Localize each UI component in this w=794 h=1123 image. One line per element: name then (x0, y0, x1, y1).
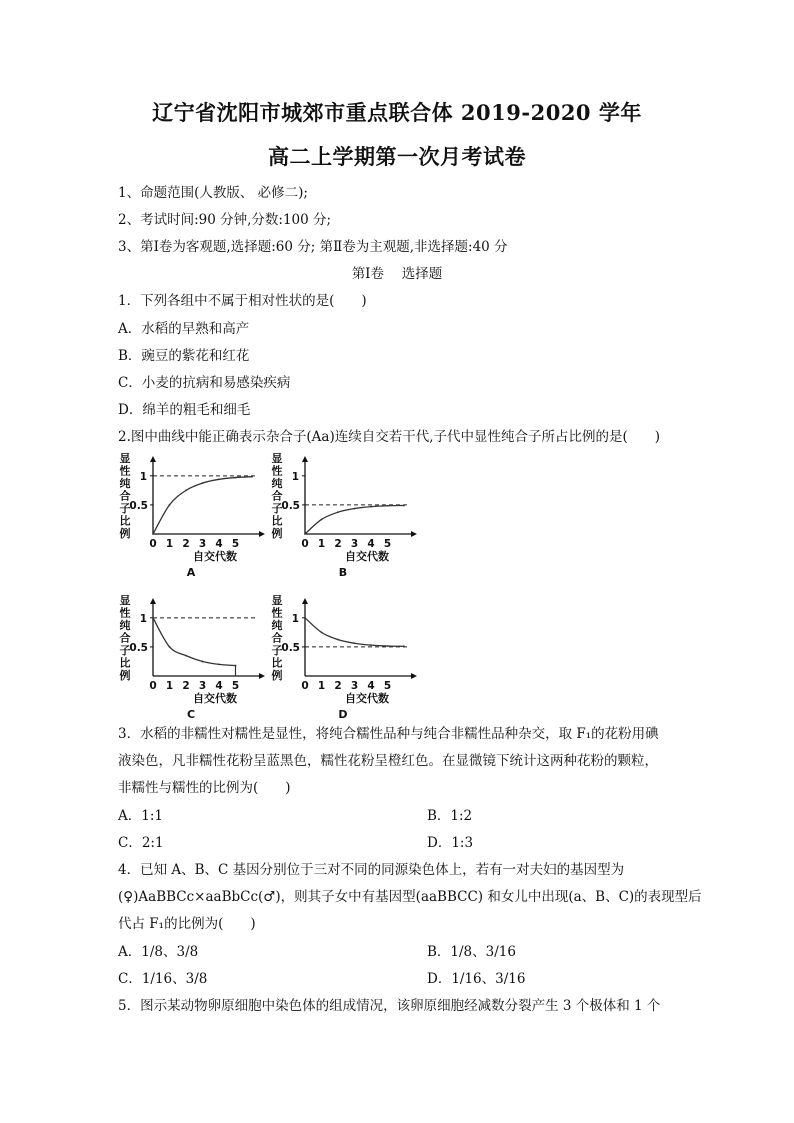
q1-option-a: A．水稻的早熟和高产 (118, 321, 250, 337)
ylabel-char-b: 合 (271, 489, 283, 503)
xtick-label-b: 4 (367, 538, 375, 550)
ylabel-char-c: 子 (119, 644, 131, 657)
panel-label-c: C (186, 708, 196, 718)
y-arrow-c (150, 598, 156, 604)
q4-option-b: B．1/8、3/16 (427, 944, 516, 960)
q1-stem: 1．下列各组中不属于相对性状的是( ) (118, 293, 367, 309)
x-arrow-c (259, 673, 265, 679)
data-point-d (403, 645, 405, 647)
data-point-a (235, 477, 237, 479)
ylabel-char-b: 显 (271, 452, 283, 465)
xtick-label-b: 0 (301, 538, 309, 550)
x-arrow-b (411, 531, 417, 537)
data-point-c (152, 617, 154, 619)
q1-option-c: C．小麦的抗病和易感染疾病 (118, 375, 291, 391)
data-point-d (354, 642, 356, 644)
ylabel-char-b: 性 (271, 464, 283, 478)
q4-line2: (♀)AaBBCc×aaBbCc(♂)，则其子女中有基因型(aaBBCC) 和女儿中出现(a、B、C)的表现型后 (118, 889, 702, 905)
q2-graphs (118, 448, 428, 718)
xtick-label-c: 2 (182, 680, 190, 692)
ylabel-char-d: 子 (271, 644, 283, 657)
q3-line3: 非糯性与糯性的比例为( ) (118, 780, 291, 796)
data-point-b (354, 508, 356, 510)
note-sections: 3、第Ⅰ卷为客观题,选择题:60 分; 第Ⅱ卷为主观题,非选择题:40 分 (118, 239, 508, 255)
exam-title-line1: 辽宁省沈阳市城郊市重点联合体 2019-2020 学年 (152, 100, 642, 125)
note-scope: 1、命题范围(人教版、 必修二); (118, 185, 308, 201)
xtick-label-b: 2 (334, 538, 342, 550)
ylabel-char-b: 例 (271, 527, 283, 540)
ylabel-char-b: 子 (271, 502, 283, 515)
xtick-label-a: 2 (182, 538, 190, 550)
xlabel-d: 自交代数 (345, 692, 389, 705)
ylabel-char-c: 纯 (119, 619, 131, 632)
xtick-label-b: 1 (317, 538, 326, 550)
data-point-a (251, 476, 253, 478)
ytick-label-1-a: 1 (139, 470, 147, 483)
ylabel-char-b: 纯 (271, 477, 283, 490)
panel-label-d: D (338, 708, 348, 718)
xtick-label-d: 5 (383, 680, 392, 692)
panel-label-b: B (338, 566, 348, 579)
xtick-label-c: 0 (149, 680, 157, 692)
ylabel-char-c: 性 (119, 606, 131, 620)
q4-line3: 代占 F₁的比例为( ) (118, 916, 256, 932)
xtick-label-d: 4 (367, 680, 375, 692)
ylabel-char-c: 显 (119, 594, 131, 607)
section-heading: 第Ⅰ卷 选择题 (351, 266, 443, 282)
ytick-label-05-c: 0.5 (129, 641, 148, 654)
data-point-c (185, 655, 187, 657)
ylabel-char-a: 显 (119, 452, 131, 465)
note-time: 2、考试时间:90 分钟,分数:100 分; (118, 212, 332, 228)
ylabel-char-c: 比 (119, 656, 131, 670)
ylabel-char-a: 子 (119, 502, 131, 515)
xtick-label-c: 4 (215, 680, 223, 692)
q3-line2: 液染色，凡非糯性花粉呈蓝黑色，糯性花粉呈橙红色。在显微镜下统计这两种花粉的颗粒， (118, 753, 658, 769)
q3-line1: 3．水稻的非糯性对糯性是显性，将纯合糯性品种与纯合非糯性品种杂交，取 F₁的花粉用碘 (118, 726, 659, 742)
ylabel-char-a: 纯 (119, 477, 131, 490)
y-arrow-d (302, 598, 308, 604)
q4-option-a: A．1/8、3/8 (118, 944, 199, 960)
xtick-label-a: 4 (215, 538, 223, 550)
xtick-label-b: 5 (383, 538, 392, 550)
data-point-b (304, 533, 306, 535)
data-point-d (337, 639, 339, 641)
q1-option-d: D．绵羊的粗毛和细毛 (118, 402, 251, 418)
curve-d (305, 618, 404, 647)
ytick-label-05-b: 0.5 (281, 499, 300, 512)
ylabel-char-d: 显 (271, 594, 283, 607)
ylabel-char-c: 合 (119, 631, 131, 645)
ytick-label-1-b: 1 (291, 470, 299, 483)
xtick-label-a: 1 (165, 538, 174, 550)
curve-c (153, 618, 236, 666)
xtick-label-b: 3 (350, 538, 359, 550)
ytick-label-05-d: 0.5 (281, 641, 300, 654)
xtick-label-c: 1 (165, 680, 174, 692)
ylabel-char-c: 例 (119, 669, 131, 682)
xlabel-a: 自交代数 (193, 550, 237, 563)
q3-option-d: D．1:3 (427, 835, 474, 851)
data-point-b (387, 505, 389, 507)
xlabel-b: 自交代数 (345, 550, 389, 563)
data-point-c (169, 646, 171, 648)
ytick-label-05-a: 0.5 (129, 499, 148, 512)
ylabel-char-d: 比 (271, 656, 283, 670)
q1-option-b: B．豌豆的紫花和红花 (118, 348, 250, 364)
q3-option-c: C．2:1 (118, 835, 164, 851)
ylabel-char-a: 例 (119, 527, 131, 540)
exam-title-line2: 高二上学期第一次月考试卷 (268, 144, 526, 169)
xtick-label-a: 3 (198, 538, 207, 550)
y-arrow-b (302, 456, 308, 462)
xtick-label-c: 5 (231, 680, 240, 692)
data-point-a (202, 482, 204, 484)
panel-label-a: A (186, 566, 196, 579)
ylabel-char-a: 比 (119, 514, 131, 528)
data-point-b (403, 505, 405, 507)
y-arrow-a (150, 456, 156, 462)
ylabel-char-d: 纯 (271, 619, 283, 632)
q4-line1: 4．已知 A、B、C 基因分别位于三对不同的同源染色体上，若有一对夫妇的基因型为 (118, 862, 625, 878)
data-point-d (370, 644, 372, 646)
xtick-label-a: 5 (231, 538, 240, 550)
ylabel-char-d: 例 (271, 669, 283, 682)
xtick-label-d: 3 (350, 680, 359, 692)
curve-b (305, 505, 404, 534)
data-point-c (202, 661, 204, 663)
q3-option-b: B．1:2 (427, 808, 473, 824)
xtick-label-c: 3 (198, 680, 207, 692)
x-arrow-d (411, 673, 417, 679)
ylabel-char-d: 性 (271, 606, 283, 620)
q2-stem: 2.图中曲线中能正确表示杂合子(Aa)连续自交若干代,子代中显性纯合子所占比例的是( ) (118, 429, 661, 445)
ylabel-char-a: 性 (119, 464, 131, 478)
data-point-b (321, 519, 323, 521)
data-point-b (337, 511, 339, 513)
data-point-b (370, 506, 372, 508)
data-point-a (218, 478, 220, 480)
xlabel-c: 自交代数 (193, 692, 237, 705)
ytick-label-1-d: 1 (291, 612, 299, 625)
q5-line1: 5．图示某动物卵原细胞中染色体的组成情况，该卵原细胞经减数分裂产生 3 个极体和 1 个 (118, 998, 661, 1014)
data-point-c (218, 663, 220, 665)
x-arrow-a (259, 531, 265, 537)
data-point-c (235, 665, 237, 667)
q3-option-a: A．1:1 (118, 808, 163, 824)
xtick-label-d: 1 (317, 680, 326, 692)
data-point-d (387, 645, 389, 647)
data-point-d (304, 617, 306, 619)
ylabel-char-a: 合 (119, 489, 131, 503)
xtick-label-a: 0 (149, 538, 157, 550)
ylabel-char-d: 合 (271, 631, 283, 645)
xtick-label-d: 0 (301, 680, 309, 692)
q4-option-d: D．1/16、3/16 (427, 971, 526, 987)
data-point-d (321, 631, 323, 633)
data-point-a (169, 504, 171, 506)
data-point-a (185, 489, 187, 491)
ylabel-char-b: 比 (271, 514, 283, 528)
data-point-a (152, 533, 154, 535)
xtick-label-d: 2 (334, 680, 342, 692)
ytick-label-1-c: 1 (139, 612, 147, 625)
q4-option-c: C．1/16、3/8 (118, 971, 208, 987)
curve-a (153, 477, 252, 534)
